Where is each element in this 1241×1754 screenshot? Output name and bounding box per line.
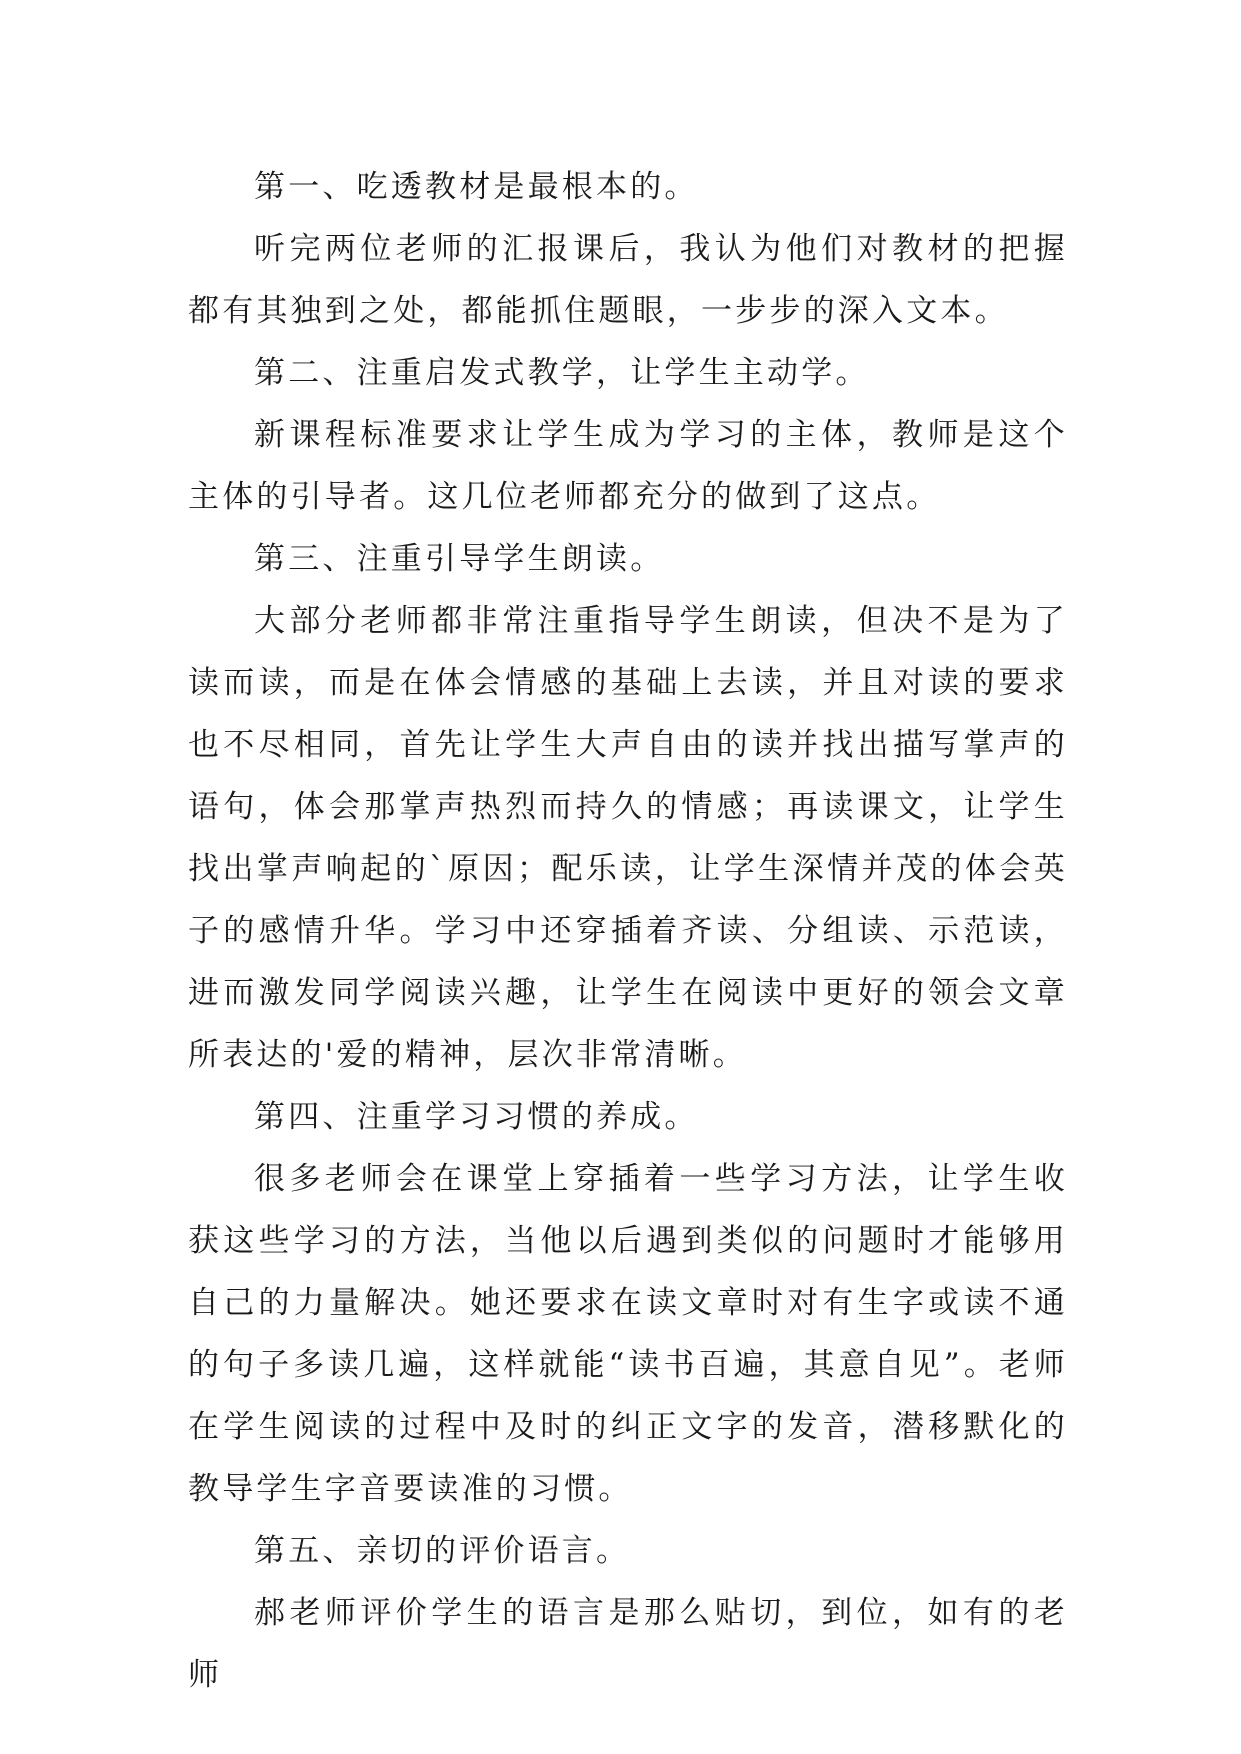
paragraph-4: 很多老师会在课堂上穿插着一些学习方法，让学生收获这些学习的方法，当他以后遇到类似的问题时才能够用自己的力量解决。她还要求在读文章时对有生字或读不通的句子多读几遍，这样就能“读书百遍，其意自见”。老师在学生阅读的过程中及时的纠正文字的发音，潜移默化的教导学生字音要读准的习惯。 [188, 1161, 1068, 1507]
paragraph-5: 郝老师评价学生的语言是那么贴切，到位，如有的老师 [188, 1595, 1068, 1693]
section-heading-4: 第四、注重学习习惯的养成。 [254, 1099, 699, 1135]
paragraph-2: 新课程标准要求让学生成为学习的主体，教师是这个主体的引导者。这几位老师都充分的做到了这点。 [188, 417, 1068, 515]
section-heading-1: 第一、吃透教材是最根本的。 [254, 169, 699, 205]
paragraph-1: 听完两位老师的汇报课后，我认为他们对教材的把握都有其独到之处，都能抓住题眼，一步步的深入文本。 [188, 231, 1068, 329]
section-heading-2: 第二、注重启发式教学，让学生主动学。 [254, 355, 870, 391]
section-heading-3: 第三、注重引导学生朗读。 [254, 541, 665, 577]
paragraph-3: 大部分老师都非常注重指导学生朗读，但决不是为了读而读，而是在体会情感的基础上去读，并且对读的要求也不尽相同，首先让学生大声自由的读并找出描写掌声的语句，体会那掌声热烈而持久的情感；再读课文，让学生找出掌声响起的`原因；配乐读，让学生深情并茂的体会英子的感情升华。学习中还穿插着齐读、分组读、示范读，进而激发同学阅读兴趣，让学生在阅读中更好的领会文章所表达的'爱的精神，层次非常清晰。 [188, 603, 1068, 1073]
document-body [188, 156, 1068, 1706]
section-heading-5: 第五、亲切的评价语言。 [254, 1533, 631, 1569]
